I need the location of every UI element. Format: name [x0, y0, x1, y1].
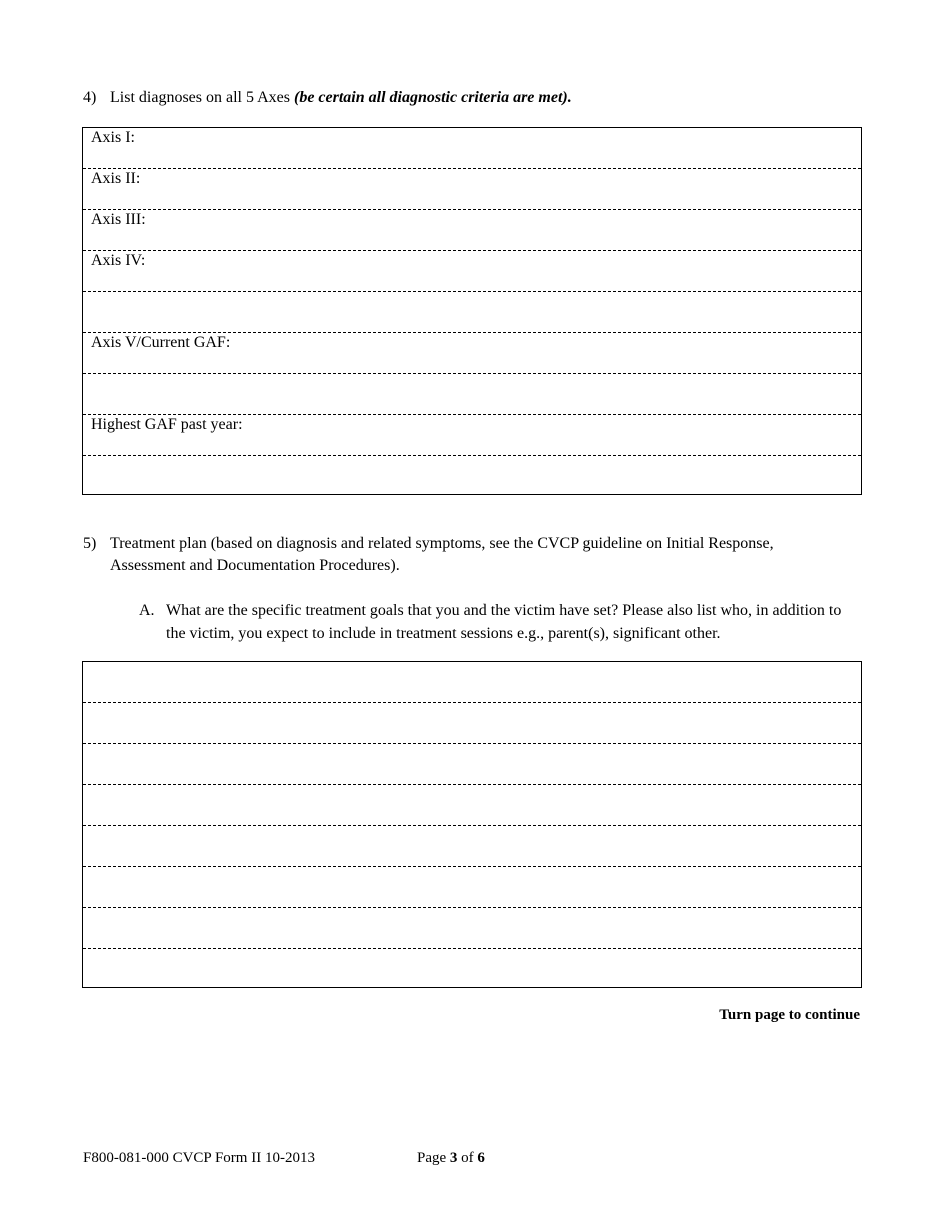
- treatment-goals-line-3[interactable]: [83, 744, 861, 785]
- section-4-heading: [83, 89, 572, 107]
- axis-i-row[interactable]: [83, 128, 861, 169]
- section-4-emphasis: (be certain all diagnostic criteria are met).: [293, 89, 572, 106]
- treatment-goals-box: [82, 661, 862, 988]
- footer-page-total: 6: [477, 1150, 485, 1166]
- axis-v-continuation-row[interactable]: [83, 374, 861, 415]
- footer-page-number: [417, 1150, 485, 1167]
- axes-diagnosis-box: [82, 127, 862, 495]
- footer-page-of: of: [457, 1150, 478, 1166]
- turn-page-note: Turn page to continue: [719, 1007, 860, 1023]
- treatment-goals-line-7[interactable]: [83, 908, 861, 949]
- section-5-heading: [83, 533, 843, 577]
- section-4-number: 4): [83, 89, 97, 106]
- axis-i-label: Axis I:: [91, 129, 135, 146]
- axis-iv-row[interactable]: [83, 251, 861, 292]
- treatment-goals-line-8[interactable]: [83, 949, 861, 989]
- footer-form-id: F800-081-000 CVCP Form II 10-2013: [83, 1150, 315, 1166]
- footer-page-current: 3: [449, 1150, 458, 1166]
- section-4-prompt: List diagnoses on all 5 Axes: [110, 89, 294, 106]
- highest-gaf-continuation-row[interactable]: [83, 456, 861, 496]
- axis-iv-continuation-row[interactable]: [83, 292, 861, 333]
- axis-iii-row[interactable]: [83, 210, 861, 251]
- section-5a-question: [139, 599, 844, 645]
- treatment-goals-line-1[interactable]: [83, 662, 861, 703]
- highest-gaf-label: Highest GAF past year:: [91, 416, 243, 433]
- axis-v-gaf-row[interactable]: [83, 333, 861, 374]
- section-5a-letter: A.: [139, 602, 155, 619]
- highest-gaf-row[interactable]: [83, 415, 861, 456]
- axis-ii-label: Axis II:: [91, 170, 141, 187]
- axis-v-gaf-label: Axis V/Current GAF:: [91, 334, 231, 351]
- treatment-goals-line-2[interactable]: [83, 703, 861, 744]
- section-5a-prompt: What are the specific treatment goals that you and the victim have set? Please also list who, in addition to the victim, you expect to include in treatment sessions e.g., parent(s), significant other.: [166, 602, 842, 642]
- section-5-prompt: Treatment plan (based on diagnosis and related symptoms, see the CVCP guideline on Initial Response, Assessment and Documentation Procedures).: [110, 535, 774, 574]
- treatment-goals-line-5[interactable]: [83, 826, 861, 867]
- axis-ii-row[interactable]: [83, 169, 861, 210]
- treatment-goals-line-4[interactable]: [83, 785, 861, 826]
- footer-page-word: Page: [417, 1150, 450, 1166]
- axis-iii-label: Axis III:: [91, 211, 146, 228]
- axis-iv-label: Axis IV:: [91, 252, 146, 269]
- section-5-number: 5): [83, 535, 97, 552]
- treatment-goals-line-6[interactable]: [83, 867, 861, 908]
